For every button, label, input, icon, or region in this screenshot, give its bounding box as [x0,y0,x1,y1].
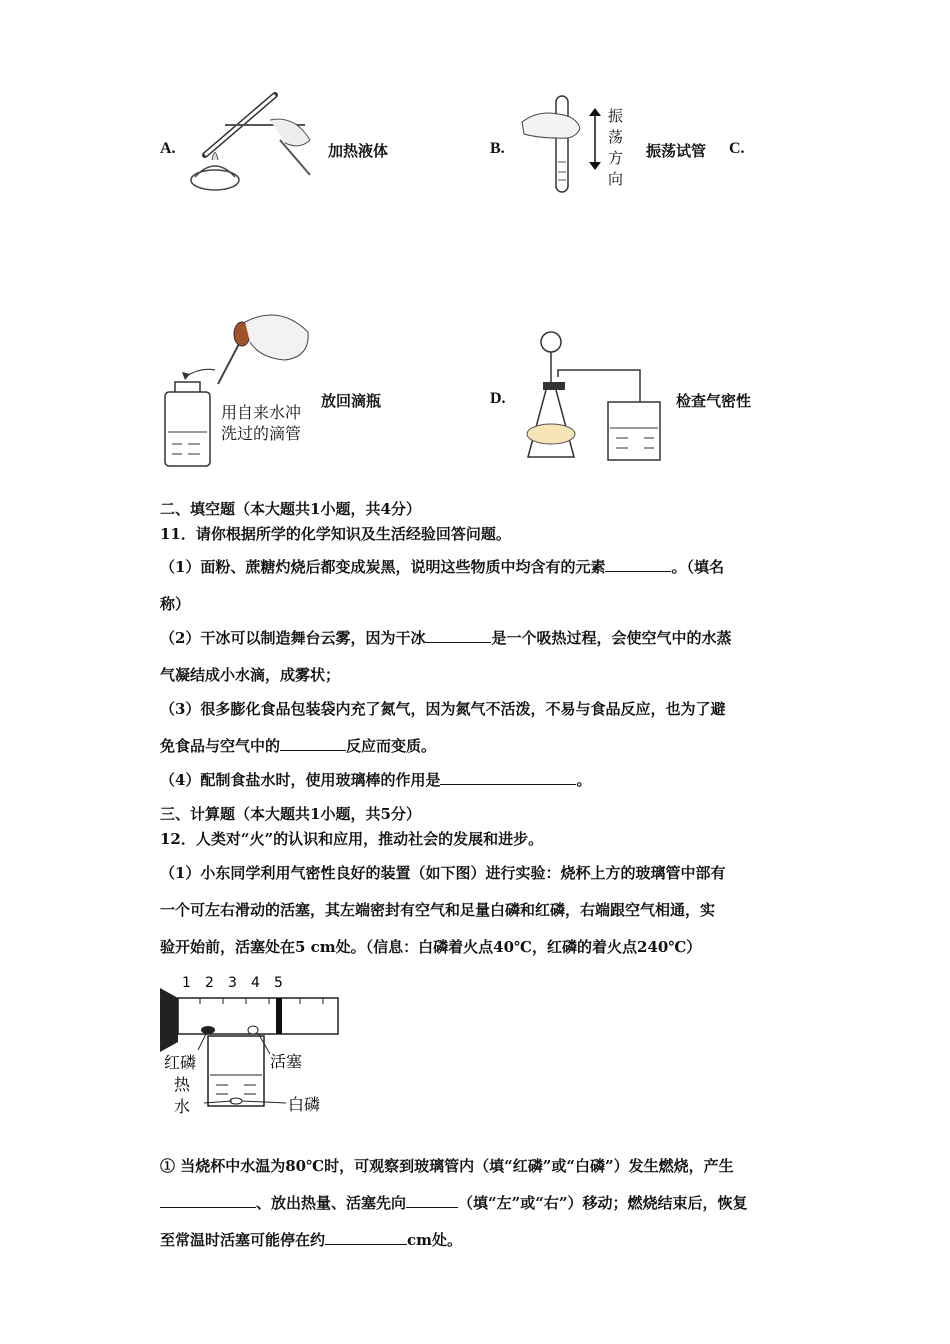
scale-label-4: 4 [251,975,260,991]
section3-heading: 三、计算题（本大题共1小题，共5分） [160,805,421,823]
answer-blank[interactable] [325,1230,407,1245]
shake-direction-arrow [589,108,601,170]
q12-stem: 12．人类对“火”的认识和应用，推动社会的发展和进步。 [160,830,544,848]
scale-label-3: 3 [228,975,237,991]
scale-label-5: 5 [274,975,283,991]
scale-label-1: 1 [182,975,191,991]
q11-part2: （2）干冰可以制造舞台云雾，因为干冰 是一个吸热过程，会使空气中的水蒸 [160,629,732,647]
q11-part3: （3）很多膨化食品包装袋内充了氮气，因为氮气不活泼，不易与食品反应，也为了避 [160,700,726,718]
option-d-letter: D. [490,390,506,407]
label-piston: 活塞 [270,1052,303,1071]
airtightness-check-illustration [518,322,668,470]
answer-blank[interactable] [280,736,346,751]
option-b-caption: 振荡试管 [646,142,707,160]
option-d-caption: 检查气密性 [676,392,752,410]
tube-sealed-end [160,988,178,1052]
dropper-bottle-illustration [160,312,320,472]
white-phosphorus [248,1026,258,1034]
q12-sub1-cont: 、放出热量、活塞先向 （填“左”或“右”）移动；燃烧结束后，恢复 [160,1192,748,1213]
shake-direction-label: 振 荡 方 向 [608,107,624,188]
q12-part1-cont: 一个可左右滑动的活塞，其左端密封有空气和足量白磷和红磷，右端跟空气相通，实 [160,901,716,919]
option-c-caption: 放回滴瓶 [321,392,382,410]
q11-part1-cont: 称） [160,595,191,613]
answer-blank[interactable] [160,1193,256,1208]
answer-blank[interactable] [440,770,576,785]
shaking-test-tube-illustration [518,92,588,202]
label-red-phosphorus: 红磷 [164,1053,197,1072]
answer-blank[interactable] [425,628,491,643]
q12-sub1: ① 当烧杯中水温为80℃时，可观察到玻璃管内（填“红磷”或“白磷”）发生燃烧，产生 [160,1157,734,1175]
option-a-caption: 加热液体 [328,142,389,160]
label-hot-water-2: 水 [174,1097,191,1116]
scale-label-2: 2 [205,975,214,991]
q11-stem: 11．请你根据所学的化学知识及生活经验回答问题。 [160,525,511,543]
bottle-label: 用自来水冲 洗过的滴管 [221,403,302,443]
q11-part1: （1）面粉、蔗糖灼烧后都变成炭黑，说明这些物质中均含有的元素 。（填名 [160,558,724,576]
option-a-letter: A. [160,140,176,157]
option-c-letter: C. [729,140,745,157]
answer-blank[interactable] [605,557,671,572]
q11-part2-cont: 气凝结成小水滴，成雾状； [160,666,341,684]
q11-part4: （4）配制食盐水时，使用玻璃棒的作用是 。 [160,771,592,789]
q12-sub1-cont2: 至常温时活塞可能停在约 cm处。 [160,1231,463,1249]
beaker [208,1036,264,1106]
q11-part3-cont: 免食品与空气中的 反应而变质。 [160,737,437,755]
answer-blank[interactable] [406,1193,458,1208]
red-phosphorus [201,1026,215,1034]
section2-heading: 二、填空题（本大题共1小题，共4分） [160,500,421,518]
label-hot-water-1: 热 [174,1075,191,1094]
q12-part1: （1）小东同学利用气密性良好的装置（如下图）进行实验：烧杯上方的玻璃管中部有 [160,864,726,882]
option-b-letter: B. [490,140,505,157]
piston-tube-diagram [160,970,350,1120]
heating-liquid-illustration [185,85,325,195]
q12-part1-cont2: 验开始前，活塞处在5 cm处。（信息：白磷着火点40℃，红磷的着火点240℃） [160,938,702,956]
label-white-phosphorus: 白磷 [288,1095,321,1114]
piston[interactable] [276,998,282,1034]
